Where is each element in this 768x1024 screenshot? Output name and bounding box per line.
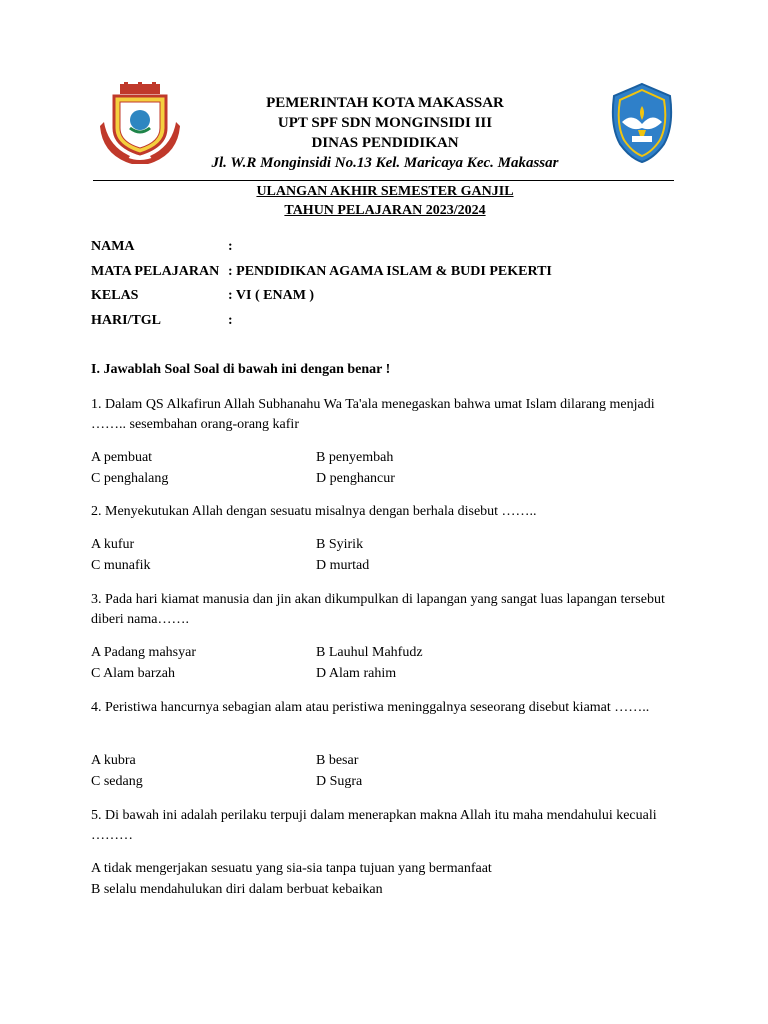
letterhead-school: UPT SPF SDN MONGINSIDI III [277,115,493,131]
question-5-option-a: A tidak mengerjakan sesuatu yang sia-sia tanpa tujuan yang bermanfaat [91,861,492,876]
identity-label: KELAS [91,288,139,304]
question-4-option-a: A kubra [91,753,136,768]
question-4-option-c: C sedang [91,774,143,789]
question-5-option-b: B selalu mendahulukan diri dalam berbuat kebaikan [91,882,383,897]
question-1-option-d: D penghancur [316,471,395,486]
identity-row-class [91,286,552,311]
question-1-option-b: B penyembah [316,450,394,465]
question-4-option-b: B besar [316,753,359,768]
question-4-option-d: D Sugra [316,774,363,789]
letterhead-address: Jl. W.R Monginsidi No.13 Kel. Maricaya Kec. Makassar [211,155,559,171]
identity-row-subject [91,262,552,287]
question-1-option-c: C penghalang [91,471,169,486]
question-3-option-c: C Alam barzah [91,666,175,681]
identity-value: : VI ( ENAM ) [228,288,315,304]
identity-label: NAMA [91,239,135,254]
identity-value: : [228,239,233,254]
identity-row-name [91,237,552,262]
makassar-city-crest-icon [100,82,180,164]
exam-title-block [190,182,580,220]
identity-label: MATA PELAJARAN [91,263,220,279]
question-2-text: 2. Menyekutukan Allah dengan sesuatu misalnya dengan berhala disebut …….. [91,504,537,519]
question-3-text: 3. Pada hari kiamat manusia dan jin akan dikumpulkan di lapangan yang sangat luas lapangan tersebut diberi nama……. [91,592,665,627]
section-instructions: I. Jawablah Soal Soal di bawah ini dengan benar ! [91,362,391,377]
header-divider [93,180,674,181]
question-2-option-b: B Syirik [316,537,364,552]
question-2-option-a: A kufur [91,537,135,552]
exam-title: ULANGAN AKHIR SEMESTER GANJIL [256,184,514,199]
identity-value: : PENDIDIKAN AGAMA ISLAM & BUDI PEKERTI [228,263,552,279]
letterhead-department: DINAS PENDIDIKAN [311,135,459,151]
letterhead [190,93,580,173]
question-1-option-a: A pembuat [91,450,153,465]
identity-row-date [91,311,552,336]
tut-wuri-handayani-emblem-icon [606,82,678,164]
student-identity [91,237,552,336]
question-5-text: 5. Di bawah ini adalah perilaku terpuji dalam menerapkan makna Allah itu maha mendahului kecuali ……… [91,808,657,843]
question-4-text: 4. Peristiwa hancurnya sebagian alam atau peristiwa meninggalnya seseorang disebut kiamat …….. [91,700,650,715]
question-2-option-c: C munafik [91,558,151,573]
question-3-option-b: B Lauhul Mahfudz [316,645,423,660]
exam-year: TAHUN PELAJARAN 2023/2024 [284,203,486,218]
question-2-option-d: D murtad [316,558,370,573]
identity-label: HARI/TGL [91,313,162,329]
question-3-option-d: D Alam rahim [316,666,397,681]
letterhead-government: PEMERINTAH KOTA MAKASSAR [266,95,504,111]
question-3-option-a: A Padang mahsyar [91,645,196,660]
identity-value: : [228,313,233,329]
question-1-text: 1. Dalam QS Alkafirun Allah Subhanahu Wa Ta'ala menegaskan bahwa umat Islam dilarang menjadi …….. sesembahan orang-orang kafir [91,397,655,432]
